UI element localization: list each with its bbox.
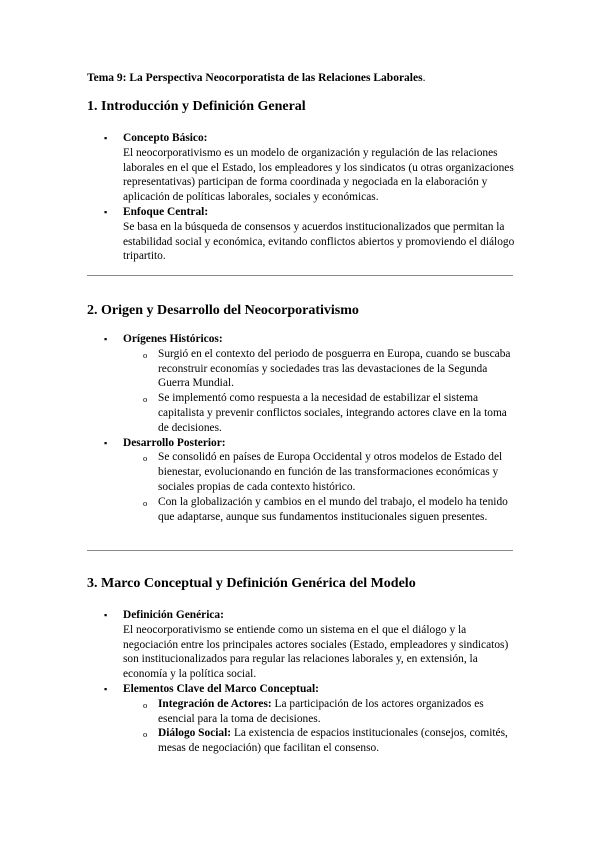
bullet-icon: ▪ bbox=[104, 610, 108, 620]
sub-item-label: Integración de Actores: bbox=[158, 697, 272, 710]
item-label: Concepto Básico: bbox=[123, 132, 208, 144]
circle-bullet-icon: o bbox=[143, 349, 148, 360]
sub-item bbox=[87, 495, 517, 525]
item-text: Se basa en la búsqueda de consensos y acuerdos institucionalizados que permitan la estabilidad social y económica, evitando conflictos abiertos y promoviendo el diálogo tripartito. bbox=[123, 220, 515, 263]
section-1-list bbox=[87, 131, 517, 264]
sub-item-text: Se implementó como respuesta a la necesidad de estabilizar el sistema capitalista y prevenir conflictos sociales, integrando actores clave en la toma de decisiones. bbox=[158, 392, 507, 434]
sub-item-text: Con la globalización y cambios en el mundo del trabajo, el modelo ha tenido que adaptarse, aunque sus fundamentos institucionales siguen presentes. bbox=[158, 495, 508, 523]
item-label: Desarrollo Posterior: bbox=[123, 436, 226, 449]
bullet-icon: ▪ bbox=[104, 133, 108, 143]
section-1-heading: 1. Introducción y Definición General bbox=[87, 99, 306, 114]
document-title-period: . bbox=[422, 72, 426, 84]
circle-bullet-icon: o bbox=[143, 394, 148, 405]
list-item bbox=[87, 436, 517, 525]
circle-bullet-icon: o bbox=[143, 497, 148, 508]
item-text: El neocorporativismo es un modelo de organización y regulación de las relaciones laborales en el que el Estado, los empleadores y los sindicatos (u otras organizaciones representativas) participan de forma coordinada y negociada en la elaboración y aplicación de políticas laborales, sociales y económicas. bbox=[123, 146, 514, 204]
section-3-list bbox=[87, 608, 517, 756]
item-label: Orígenes Históricos: bbox=[123, 333, 223, 345]
section-2-list bbox=[87, 332, 517, 524]
sub-item-text: Se consolidó en países de Europa Occidental y otros modelos de Estado del bienestar, evolucionando en función de las transformaciones económicas y sociales propias de cada contexto histórico. bbox=[158, 451, 503, 493]
sub-item-text: Surgió en el contexto del periodo de posguerra en Europa, cuando se buscaba reconstruir economías y sociedades tras las devastaciones de la Segunda Guerra Mundial. bbox=[158, 347, 511, 390]
sub-item bbox=[87, 726, 517, 756]
list-item bbox=[87, 205, 517, 264]
bullet-icon: ▪ bbox=[104, 437, 108, 448]
list-item bbox=[87, 608, 517, 682]
section-divider bbox=[87, 275, 513, 276]
section-2-heading: 2. Origen y Desarrollo del Neocorporativismo bbox=[87, 303, 359, 318]
item-text: El neocorporativismo se entiende como un sistema en el que el diálogo y la negociación entre los principales actores sociales (Estado, empleadores y sindicatos) son institucionalizados para regular las relaciones laborales y, en extensión, la economía y la política social. bbox=[123, 623, 509, 681]
sub-item bbox=[87, 697, 517, 727]
sub-item bbox=[87, 450, 517, 494]
sub-item bbox=[87, 347, 517, 391]
section-divider bbox=[87, 550, 513, 551]
section-3-heading: 3. Marco Conceptual y Definición Genérica del Modelo bbox=[87, 576, 416, 591]
item-label: Elementos Clave del Marco Conceptual: bbox=[123, 682, 319, 695]
document-title-text: Tema 9: La Perspectiva Neocorporatista de las Relaciones Laborales bbox=[87, 72, 423, 84]
circle-bullet-icon: o bbox=[143, 699, 148, 710]
circle-bullet-icon: o bbox=[143, 729, 148, 740]
sub-item bbox=[87, 391, 517, 435]
list-item bbox=[87, 332, 517, 436]
item-label: Definición Genérica: bbox=[123, 609, 224, 621]
document-title bbox=[87, 72, 425, 84]
item-label: Enfoque Central: bbox=[123, 205, 209, 218]
sub-item-text: La existencia de espacios institucionales (consejos, comités, mesas de negociación) que facilitan el consenso. bbox=[158, 727, 508, 755]
bullet-icon: ▪ bbox=[104, 683, 108, 694]
sub-item-text: La participación de los actores organizados es esencial para la toma de decisiones. bbox=[158, 697, 484, 725]
circle-bullet-icon: o bbox=[143, 453, 148, 464]
list-item bbox=[87, 131, 517, 205]
list-item bbox=[87, 682, 517, 756]
bullet-icon: ▪ bbox=[104, 206, 108, 217]
sub-item-label: Diálogo Social: bbox=[158, 727, 232, 740]
bullet-icon: ▪ bbox=[104, 334, 108, 344]
